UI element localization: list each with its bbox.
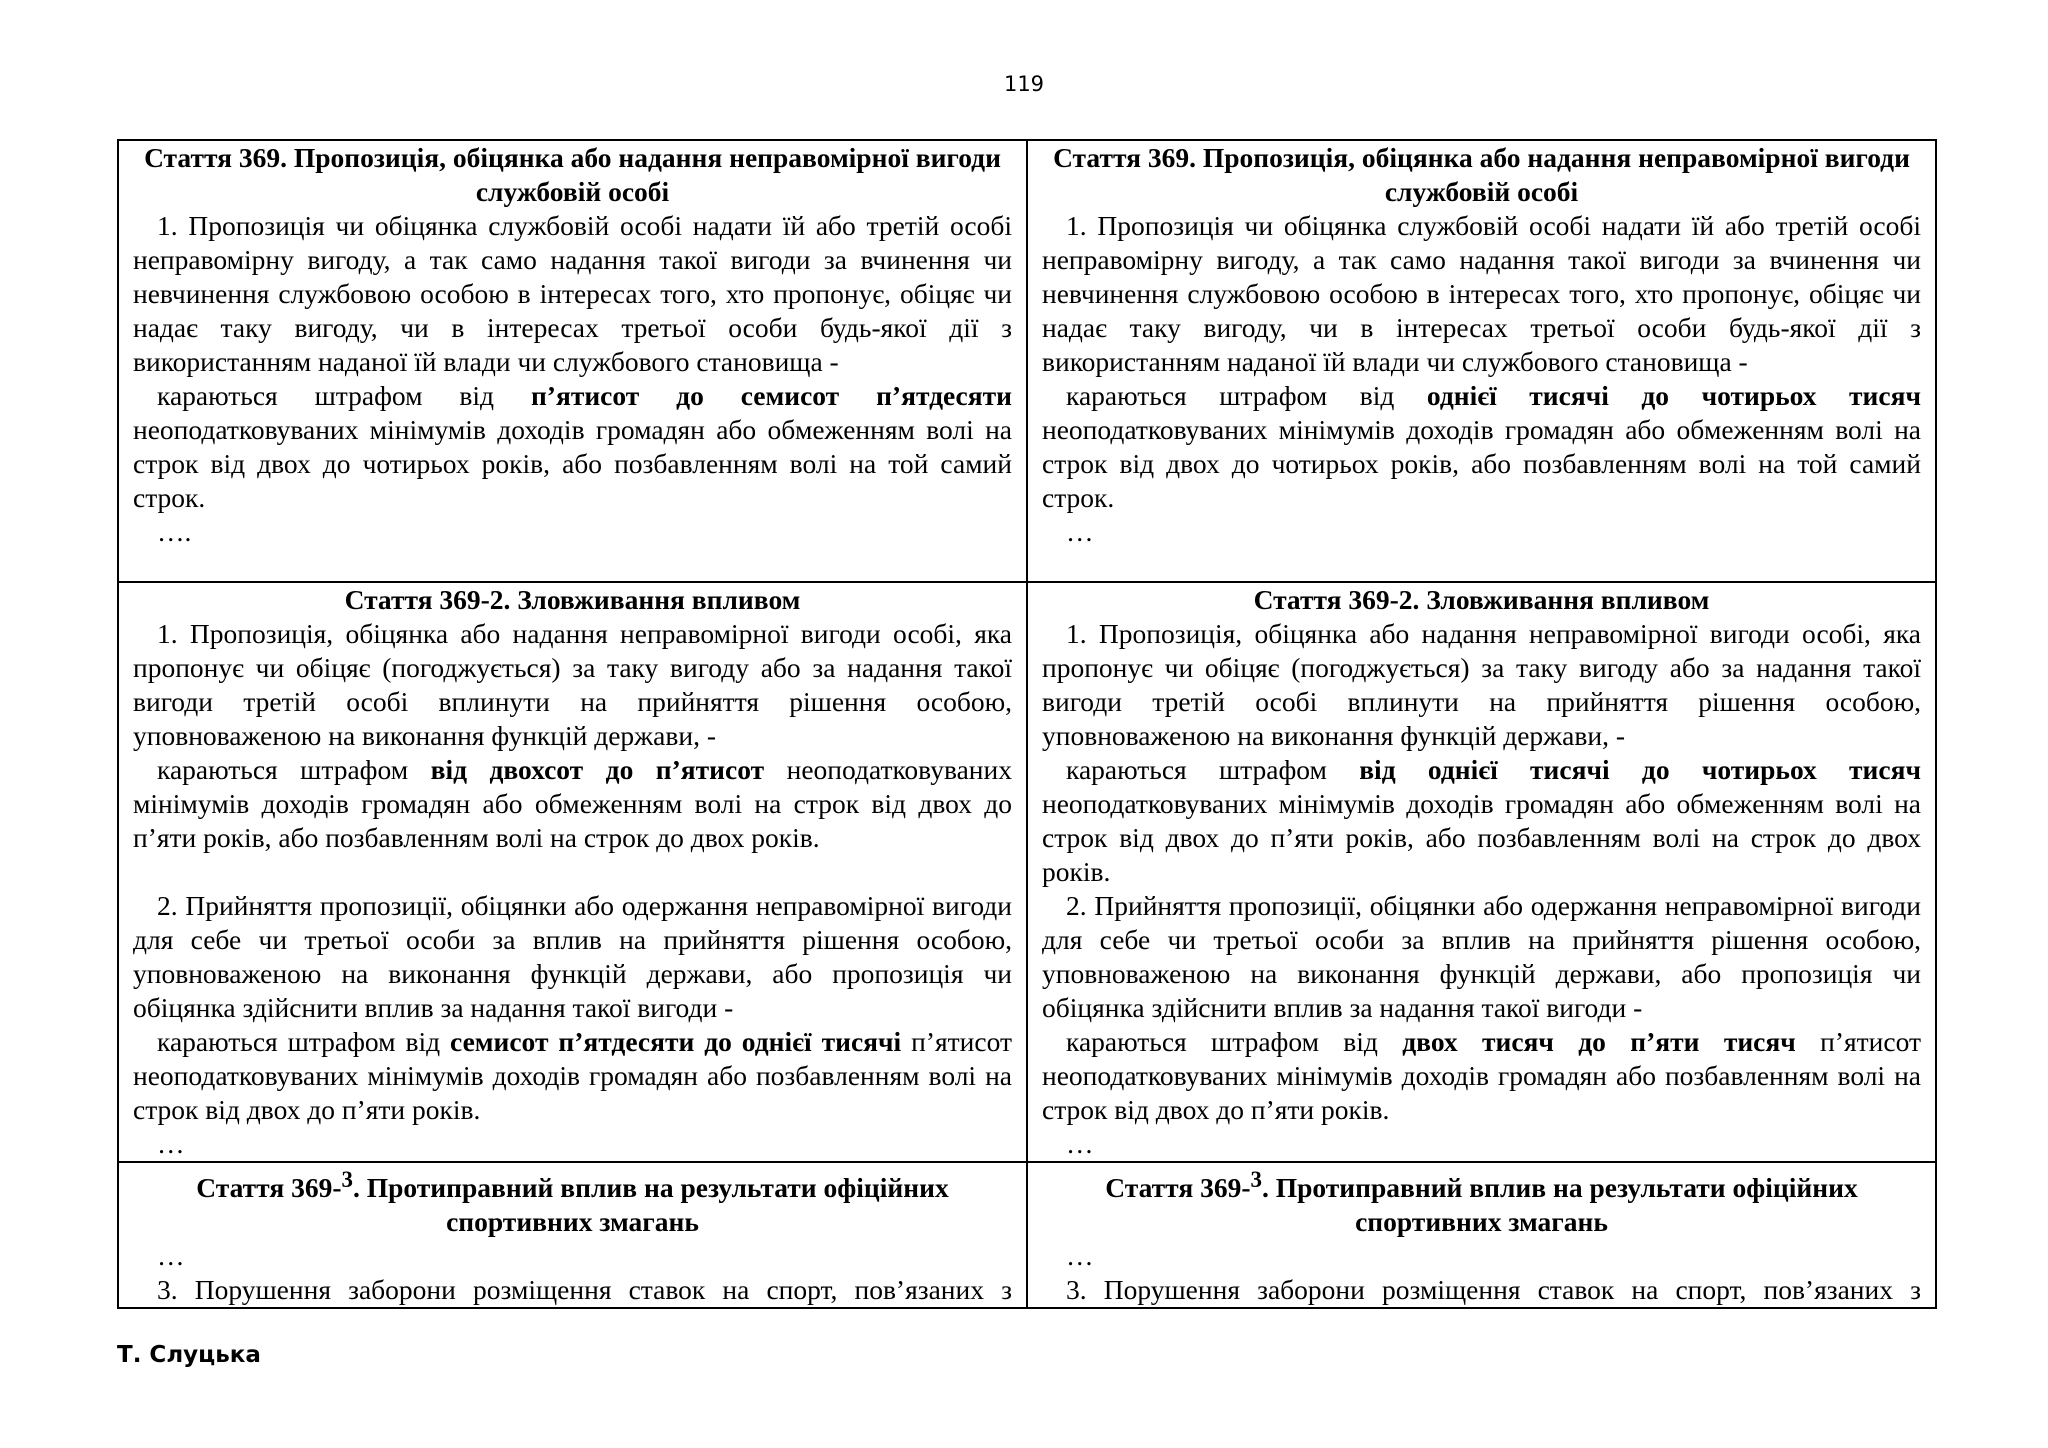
ellipsis: …	[1066, 1240, 1094, 1272]
paragraph: 3. Порушення заборони розміщення ставок на спорт, пов’язаних з	[1066, 1274, 1921, 1306]
ellipsis: …	[1066, 516, 1094, 547]
penalty-amount: семисот п’ятдесяти до однієї тисячі	[450, 1026, 902, 1057]
penalty-paragraph: караються штрафом від однієї тисячі до чотирьох тисяч неоподатковуваних мінімумів доходів громадян або обмеженням волі на строк від двох до п’яти років, або позбавленням волі на строк до двох років.	[1042, 754, 1921, 887]
left-cell	[118, 140, 1027, 582]
table-row	[118, 1162, 1936, 1308]
paragraph: 1. Пропозиція чи обіцянка службовій особі надати їй або третій особі неправомірну вигоду, а так само надання такої вигоди за вчинення чи невчинення службовою особою в інтересах того, хто пропонує, обіцяє чи надає таку вигоду, чи в інтересах третьої особи будь-якої дії з використанням наданої їй влади чи службового становища -	[133, 210, 1012, 377]
spacer	[133, 855, 1012, 889]
penalty-amount: двох тисяч до п’яти тисяч	[1402, 1026, 1796, 1057]
article-heading: Стаття 369-2. Зловживання впливом	[344, 584, 801, 615]
penalty-amount: однієї тисячі до чотирьох тисяч	[1426, 380, 1921, 411]
paragraph: 2. Прийняття пропозиції, обіцянки або одержання неправомірної вигоди для себе чи третьої особи за вплив на прийняття рішення особою, уповноваженою на виконання функцій держави, або пропозиція чи обіцянка здійснити вплив за надання такої вигоди -	[1042, 890, 1921, 1023]
comparison-table	[117, 139, 1937, 1309]
penalty-amount: п’ятисот до семисот п’ятдесяти	[530, 380, 1012, 411]
author-signature: Т. Слуцька	[117, 1342, 261, 1368]
paragraph: 1. Пропозиція чи обіцянка службовій особі надати їй або третій особі неправомірну вигоду, а так само надання такої вигоди за вчинення чи невчинення службовою особою в інтересах того, хто пропонує, обіцяє чи надає таку вигоду, чи в інтересах третьої особи будь-якої дії з використанням наданої їй влади чи службового становища -	[1042, 210, 1921, 377]
article-heading: Стаття 369. Пропозиція, обіцянка або надання неправомірної вигоди службовій особі	[144, 142, 1001, 207]
page-number: 119	[1003, 72, 1045, 96]
ellipsis: …	[157, 1240, 185, 1272]
right-cell	[1027, 1162, 1936, 1308]
article-heading: Стаття 369-2. Зловживання впливом	[1253, 584, 1710, 615]
left-cell	[118, 582, 1027, 1162]
table-row	[118, 582, 1936, 1162]
paragraph: 3. Порушення заборони розміщення ставок на спорт, пов’язаних з	[157, 1274, 1012, 1306]
article-heading: Стаття 369-$^3$. Протиправний вплив на результати офіційних спортивних змагань	[1105, 1167, 1858, 1238]
penalty-paragraph: караються штрафом від двох тисяч до п’яти тисяч п’ятисот неоподатковуваних мінімумів доходів громадян або позбавленням волі на строк від двох до п’яти років.	[1042, 1026, 1921, 1125]
penalty-paragraph: караються штрафом від двохсот до п’ятисот неоподатковуваних мінімумів доходів громадян або обмеженням волі на строк від двох до п’яти років, або позбавленням волі на строк до двох років.	[133, 754, 1012, 853]
penalty-paragraph: караються штрафом від семисот п’ятдесяти до однієї тисячі п’ятисот неоподатковуваних мінімумів доходів громадян або позбавленням волі на строк від двох до п’яти років.	[133, 1026, 1012, 1125]
ellipsis: …	[1066, 1128, 1094, 1159]
paragraph: 2. Прийняття пропозиції, обіцянки або одержання неправомірної вигоди для себе чи третьої особи за вплив на прийняття рішення особою, уповноваженою на виконання функцій держави, або пропозиція чи обіцянка здійснити вплив за надання такої вигоди -	[133, 890, 1012, 1023]
penalty-amount: від двохсот до п’ятисот	[430, 754, 765, 785]
right-cell	[1027, 140, 1936, 582]
table-row	[118, 140, 1936, 582]
penalty-amount: від однієї тисячі до чотирьох тисяч	[1359, 754, 1921, 785]
article-heading: Стаття 369-$^3$. Протиправний вплив на результати офіційних спортивних змагань	[196, 1167, 949, 1238]
penalty-paragraph: караються штрафом від однієї тисячі до чотирьох тисяч неоподатковуваних мінімумів доходів громадян або обмеженням волі на строк від двох до чотирьох років, або позбавленням волі на той самий строк.	[1042, 380, 1921, 513]
ellipsis: …	[157, 1128, 185, 1159]
right-cell	[1027, 582, 1936, 1162]
paragraph: 1. Пропозиція, обіцянка або надання неправомірної вигоди особі, яка пропонує чи обіцяє (погоджується) за таку вигоду або за надання такої вигоди третій особі вплинути на прийняття рішення особою, уповноваженою на виконання функцій держави, -	[1042, 618, 1921, 751]
paragraph: 1. Пропозиція, обіцянка або надання неправомірної вигоди особі, яка пропонує чи обіцяє (погоджується) за таку вигоду або за надання такої вигоди третій особі вплинути на прийняття рішення особою, уповноваженою на виконання функцій держави, -	[133, 618, 1012, 751]
ellipsis: ….	[157, 516, 192, 547]
article-heading: Стаття 369. Пропозиція, обіцянка або надання неправомірної вигоди службовій особі	[1053, 142, 1910, 207]
left-cell	[118, 1162, 1027, 1308]
penalty-paragraph: караються штрафом від п’ятисот до семисот п’ятдесяти неоподатковуваних мінімумів доходів громадян або обмеженням волі на строк від двох до чотирьох років, або позбавленням волі на той самий строк.	[133, 380, 1012, 513]
